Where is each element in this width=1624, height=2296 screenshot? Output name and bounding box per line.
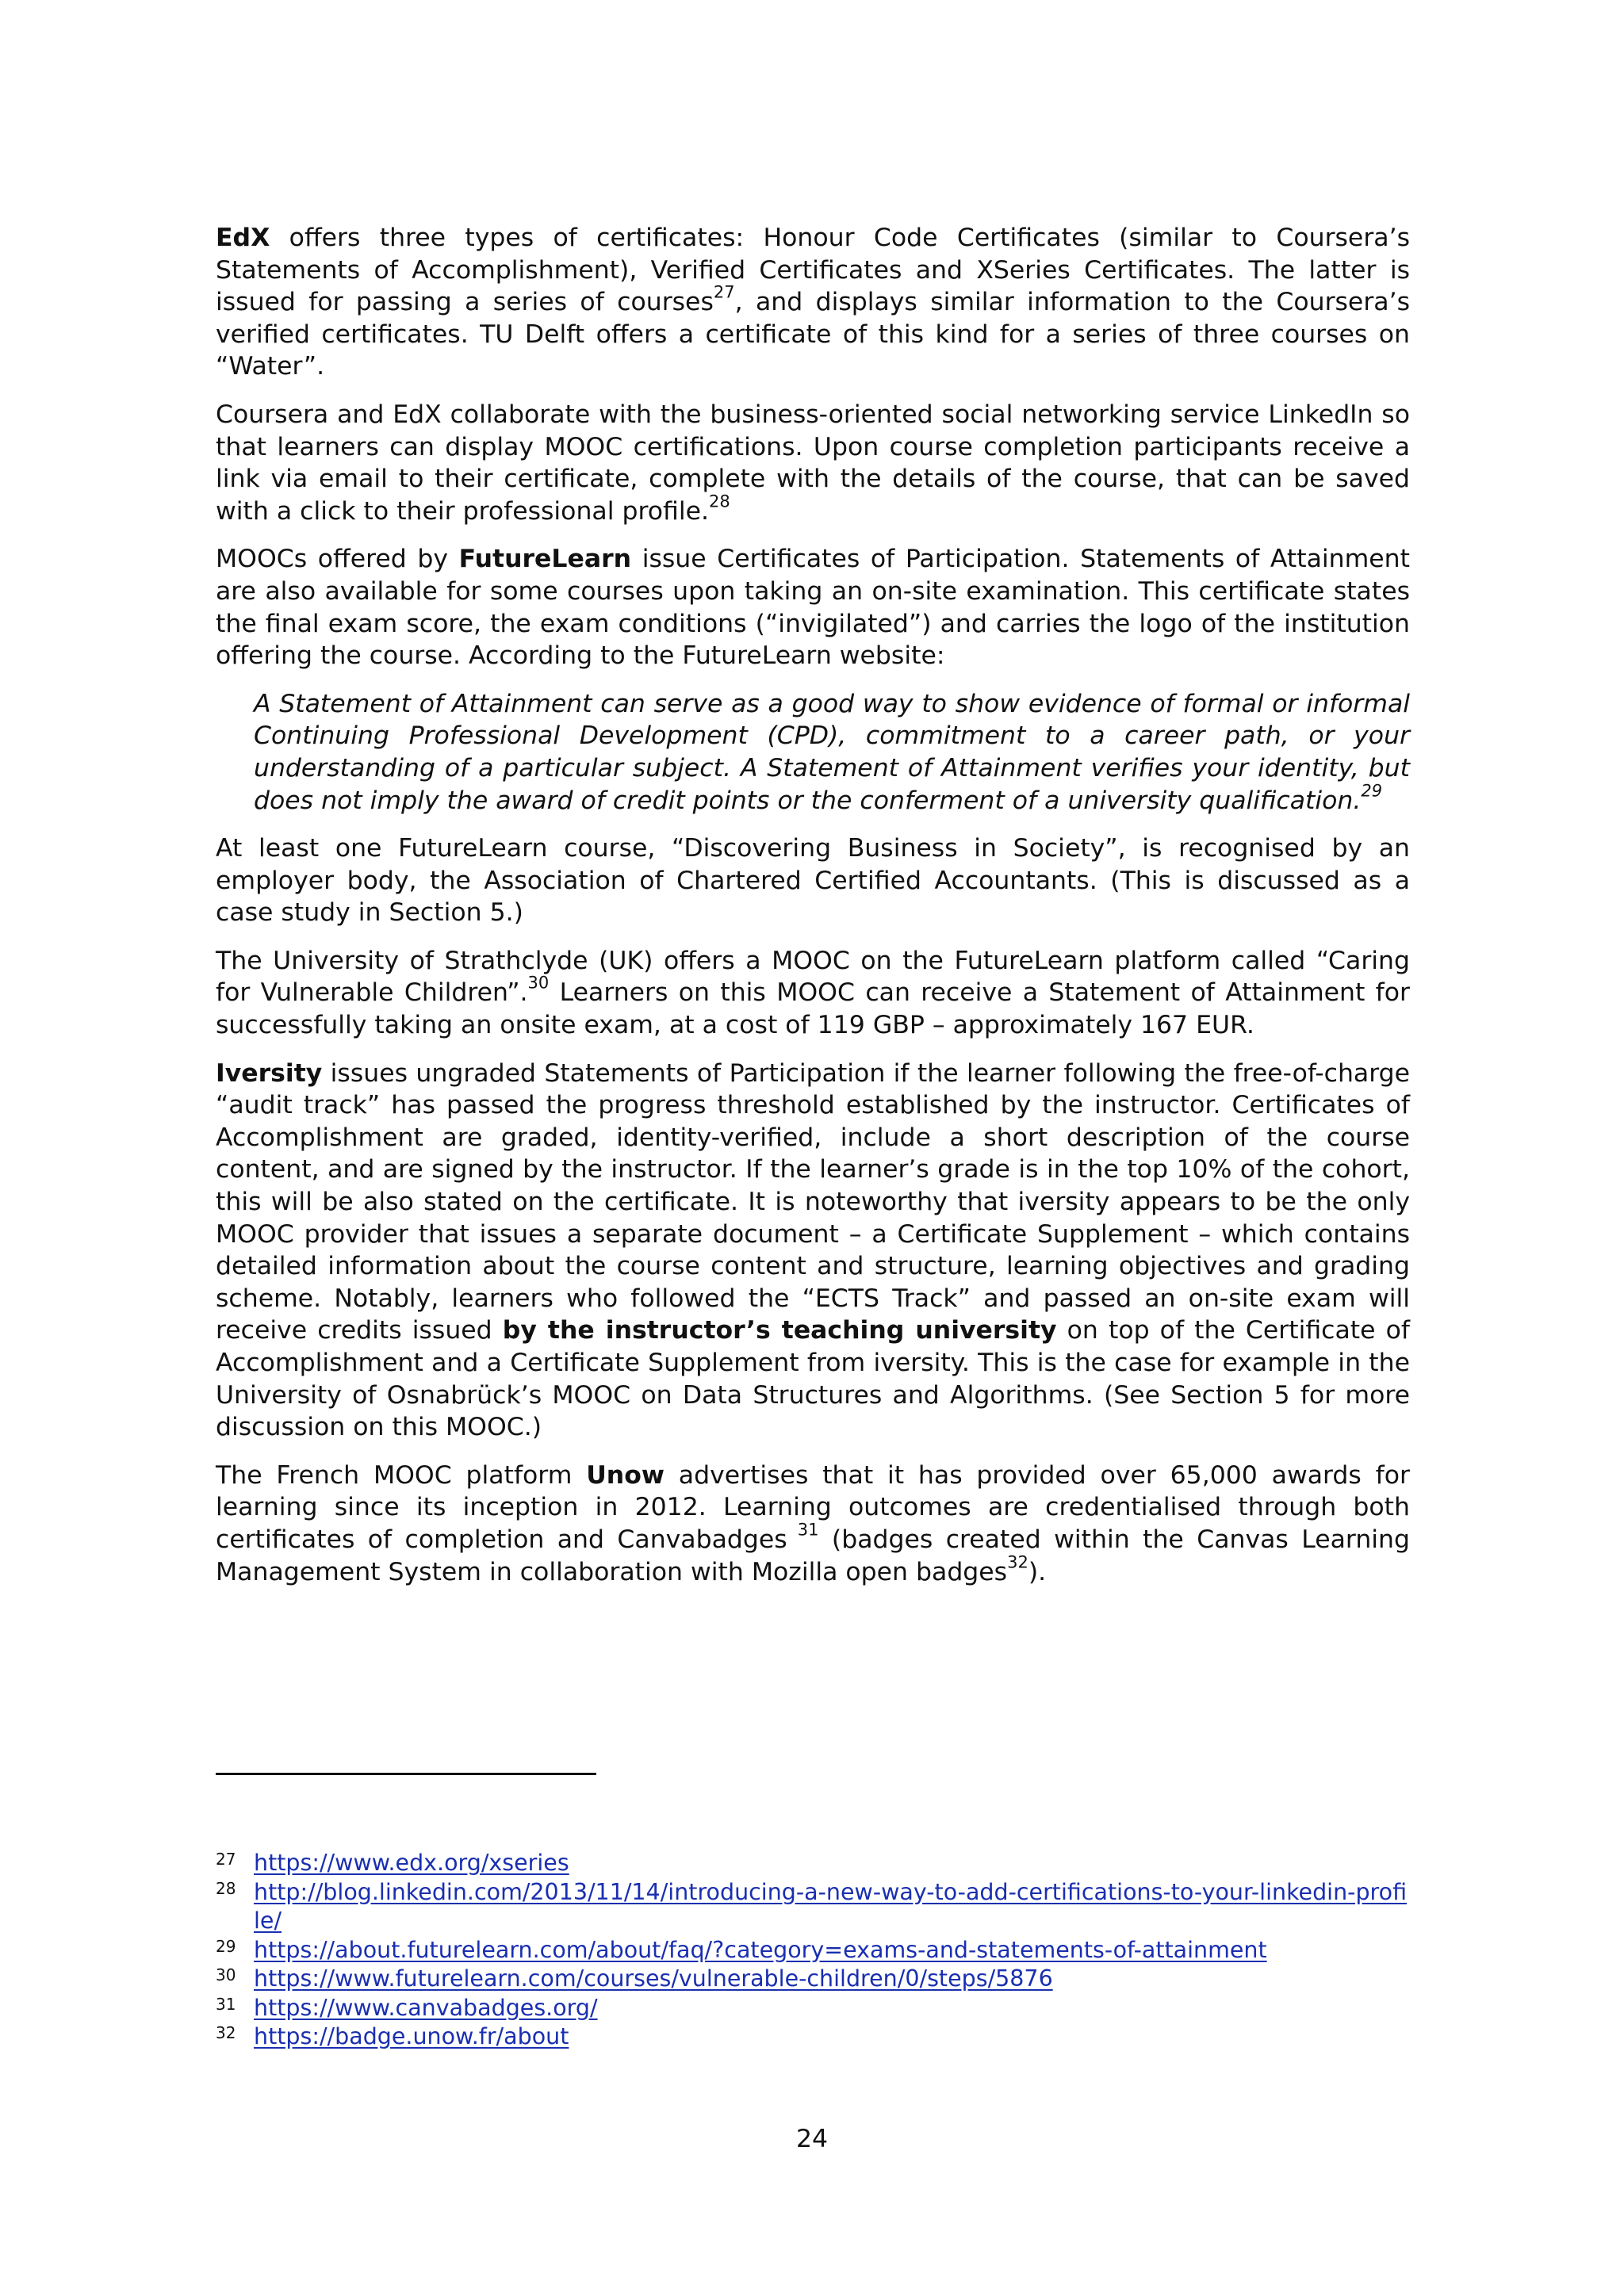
page-number: 24 — [795, 2125, 829, 2153]
paragraph-text: At least one FutureLearn course, “Discovering Business in Society”, is recognised by an employer body, the Association of Chartered Certified Accountants. (This is discussed as a case study in Section 5.) — [216, 834, 1410, 928]
paragraph-text: offers three types of certificates: Honour Code Certificates (similar to Coursera’s Statements of Accomplishment), Verified Certificates and XSeries Certificates. The latter is issued for passing a series of courses — [216, 224, 1410, 317]
footnote-link[interactable]: https://about.futurelearn.com/about/faq/?category=exams-and-statements-of-attainment — [254, 1936, 1267, 1963]
paragraph-text: ). — [1028, 1557, 1047, 1586]
footnote-item — [216, 1994, 1410, 2023]
paragraph-text: The French MOOC platform — [216, 1460, 587, 1490]
paragraph-text: The University of Strathclyde (UK) offers a MOOC on the FutureLearn platform called “Caring for Vulnerable Children”. — [216, 946, 1410, 1008]
footnote-ref-29[interactable]: 29 — [1361, 780, 1383, 800]
edx-term: EdX — [216, 224, 270, 252]
paragraph-linkedin — [216, 399, 1410, 527]
iversity-term: Iversity — [216, 1058, 323, 1088]
paragraph-text: issue Certificates of Participation. Statements of Attainment are also available for some courses upon taking an on-site examination. This certificate states the final exam score, the exam conditions (“invigilated”) and carries the logo of the institution offering the course. According to the FutureLearn website: — [216, 545, 1410, 671]
paragraph-text: Coursera and EdX collaborate with the business-oriented social networking service LinkedIn so that learners can display MOOC certifications. Upon course completion participants receive a link via email to their certificate, complete with the details of the course, that can be saved with a click to their professional profile. — [216, 400, 1410, 526]
footnote-link[interactable]: https://www.futurelearn.com/courses/vulnerable-children/0/steps/5876 — [254, 1965, 1053, 1992]
quote-text: A Statement of Attainment can serve as a good way to show evidence of formal or informal Continuing Professional Development (CPD), commitment to a career path, or your understanding of a particular subject. A Statement of Attainment verifies your identity, but does not imply the award of credit points or the conferment of a university qualification. — [254, 689, 1410, 815]
footnote-number: 28 — [216, 1878, 236, 1898]
footnote-item — [216, 1849, 1410, 1878]
footnote-number: 31 — [216, 1994, 236, 2014]
paragraph-edx — [216, 222, 1410, 383]
footnote-number: 30 — [216, 1965, 236, 1984]
footnote-item — [216, 1878, 1410, 1936]
footnote-ref-27[interactable]: 27 — [713, 282, 735, 302]
footnote-ref-30[interactable]: 30 — [527, 973, 550, 993]
paragraph-text: advertises that it has provided over 65,000 awards for learning since its inception in 2012. Learning outcomes are credentialised through both certificates of completion and Canvabadges — [216, 1460, 1410, 1554]
paragraph-text: issues ungraded Statements of Participation if the learner following the free-of-charge “audit track” has passed the progress threshold established by the instructor. Certificates of Accomplishment are graded, identity-verified, include a short description of the course content, and are signed by the instructor. If the learner’s grade is in the top 10% of the cohort, this will be also stated on the certificate. It is noteworthy that iversity appears to be the only MOOC provider that issues a separate document – a Certificate Supplement – which contains detailed information about the course content and structure, learning objectives and grading scheme. Notably, learners who followed the “ECTS Track” and passed an on-site exam will receive credits issued — [216, 1058, 1410, 1345]
footnote-ref-31[interactable]: 31 — [787, 1520, 819, 1540]
footnote-number: 27 — [216, 1850, 236, 1869]
footnote-link[interactable]: https://www.canvabadges.org/ — [254, 1994, 598, 2021]
footnote-number: 29 — [216, 1936, 236, 1956]
footnote-link[interactable]: http://blog.linkedin.com/2013/11/14/introducing-a-new-way-to-add-certifications-to-your-linkedin-profile/ — [254, 1878, 1408, 1934]
paragraph-iversity — [216, 1058, 1410, 1444]
paragraph-unow — [216, 1460, 1410, 1588]
paragraph-text: , and displays similar information to the Coursera’s verified certificates. TU Delft offers a certificate of this kind for a series of three courses on “Water”. — [216, 288, 1410, 381]
footnote-item — [216, 2022, 1410, 2052]
emphasis-text: by the instructor’s teaching university — [502, 1316, 1057, 1345]
footnote-link[interactable]: https://www.edx.org/xseries — [254, 1850, 569, 1876]
footnote-item — [216, 1965, 1410, 1994]
footnotes — [216, 1849, 1410, 2052]
paragraph-text: Learners on this MOOC can receive a Statement of Attainment for successfully taking an onsite exam, at a cost of 119 GBP – approximately 167 EUR. — [216, 978, 1410, 1040]
paragraph-strathclyde — [216, 945, 1410, 1042]
block-quote — [216, 688, 1410, 817]
footnote-ref-28[interactable]: 28 — [709, 492, 730, 511]
futurelearn-term: FutureLearn — [458, 545, 632, 574]
body-text — [216, 222, 1410, 1604]
paragraph-discovering-business — [216, 832, 1410, 929]
footnote-number: 32 — [216, 2023, 236, 2042]
unow-term: Unow — [586, 1460, 665, 1490]
paragraph-futurelearn — [216, 543, 1410, 672]
paragraph-text: on top of the Certificate of Accomplishment and a Certificate Supplement from iversity. This is the case for example in the University of Osnabrück’s MOOC on Data Structures and Algorithms. (See Section 5 for more discussion on this MOOC.) — [216, 1316, 1410, 1442]
footnote-item — [216, 1936, 1410, 1965]
footnote-separator — [216, 1773, 596, 1775]
footnote-ref-32[interactable]: 32 — [1007, 1552, 1028, 1571]
footnote-link[interactable]: https://badge.unow.fr/about — [254, 2023, 569, 2049]
paragraph-text: MOOCs offered by — [216, 545, 459, 574]
paragraph-text: (badges created within the Canvas Learning Management System in collaboration with Mozilla open badges — [216, 1525, 1411, 1586]
